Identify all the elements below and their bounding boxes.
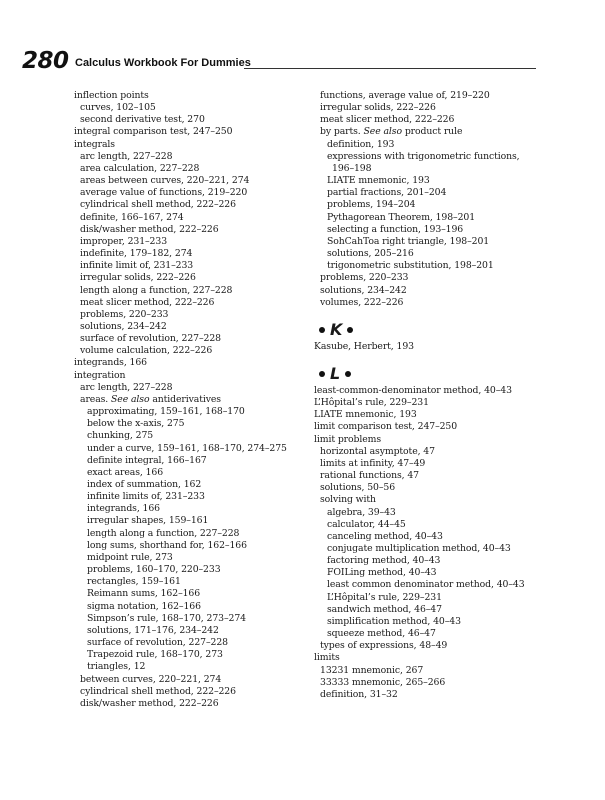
index-entry: sandwich method, 46–47 [327, 603, 442, 615]
index-entry: volume calculation, 222–226 [80, 345, 213, 357]
index-entry: indefinite, 179–182, 274 [80, 248, 193, 260]
index-entry: cylindrical shell method, 222–226 [80, 685, 236, 697]
index-entry: solutions, 205–216 [327, 248, 414, 260]
index-entry: factoring method, 40–43 [327, 555, 441, 567]
index-entry: approximating, 159–161, 168–170 [87, 406, 245, 418]
index-column-left [74, 90, 299, 710]
page-number: 280 [22, 48, 69, 74]
index-entry: definite, 166–167, 274 [80, 211, 184, 223]
index-entry: disk/washer method, 222–226 [80, 697, 219, 709]
index-column-right [314, 90, 539, 701]
index-entry: surface of revolution, 227–228 [80, 333, 221, 345]
page-header [22, 48, 536, 74]
index-entry: algebra, 39–43 [327, 506, 396, 518]
index-entry: Simpson’s rule, 168–170, 273–274 [87, 612, 246, 624]
index-entry: arc length, 227–228 [80, 150, 173, 162]
index-entry: cylindrical shell method, 222–226 [80, 199, 236, 211]
index-entry: rectangles, 159–161 [87, 576, 181, 588]
index-entry: disk/washer method, 222–226 [80, 223, 219, 235]
index-entry: exact areas, 166 [87, 466, 164, 478]
index-entry: integrands, 166 [74, 357, 148, 369]
index-entry: definite integral, 166–167 [87, 454, 207, 466]
index-entry: types of expressions, 48–49 [320, 640, 448, 652]
index-entry: below the x-axis, 275 [87, 418, 185, 430]
index-entry: areas between curves, 220–221, 274 [80, 175, 250, 187]
index-entry: Pythagorean Theorem, 198–201 [327, 211, 476, 223]
index-entry: functions, average value of, 219–220 [320, 90, 490, 101]
index-entry: limit problems [314, 433, 382, 445]
book-title: Calculus Workbook For Dummies [75, 57, 251, 69]
index-entry: infinite limit of, 231–233 [80, 260, 194, 272]
index-entry: irregular shapes, 159–161 [87, 515, 209, 527]
index-entry: problems, 220–233 [320, 272, 409, 284]
index-entry: Kasube, Herbert, 193 [314, 340, 414, 352]
index-entry: LIATE mnemonic, 193 [327, 175, 430, 187]
bullet-icon [319, 371, 325, 377]
bullet-icon [319, 327, 325, 333]
index-entry: between curves, 220–221, 274 [80, 673, 222, 685]
index-entry: SohCahToa right triangle, 198–201 [327, 235, 490, 247]
index-entry: squeeze method, 46–47 [327, 628, 436, 640]
index-entry: least-common-denominator method, 40–43 [314, 384, 512, 396]
index-entry: sigma notation, 162–166 [87, 600, 201, 612]
index-entry: long sums, shorthand for, 162–166 [87, 539, 247, 551]
index-entry: integrands, 166 [87, 503, 161, 515]
index-entry: chunking, 275 [87, 430, 154, 442]
index-entry: index of summation, 162 [87, 479, 202, 490]
index-entry: problems, 160–170, 220–233 [87, 564, 221, 576]
index-entry: area calculation, 227–228 [80, 162, 200, 174]
header-rule [244, 68, 536, 69]
index-entry: conjugate multiplication method, 40–43 [327, 543, 511, 554]
index-entry: simplification method, 40–43 [327, 615, 461, 627]
index-entry: surface of revolution, 227–228 [87, 637, 228, 649]
index-entry: areas. See also antiderivatives [80, 393, 221, 405]
index-entry: irregular solids, 222–226 [80, 272, 196, 284]
index-entry: arc length, 227–228 [80, 381, 173, 393]
index-entry: meat slicer method, 222–226 [80, 296, 215, 308]
bullet-icon [347, 327, 353, 333]
index-entry: problems, 194–204 [327, 199, 416, 211]
index-entry: limits at infinity, 47–49 [320, 457, 426, 469]
index-entry: solving with [320, 494, 376, 506]
index-entry: Reimann sums, 162–166 [87, 588, 201, 600]
index-entry: 33333 mnemonic, 265–266 [320, 676, 446, 688]
index-entry: second derivative test, 270 [80, 114, 205, 126]
index-entry: integrals [74, 138, 115, 150]
section-heading-l [314, 359, 539, 385]
index-entry: FOILing method, 40–43 [327, 567, 437, 579]
index-entry: least common denominator method, 40–43 [327, 579, 525, 591]
index-entry: meat slicer method, 222–226 [320, 114, 455, 126]
index-entry: solutions, 234–242 [320, 284, 407, 296]
index-entry: under a curve, 159–161, 168–170, 274–275 [87, 442, 287, 454]
index-entry: 13231 mnemonic, 267 [320, 664, 424, 676]
index-entry: problems, 220–233 [80, 308, 169, 320]
index-entry: definition, 193 [327, 138, 395, 150]
index-entry: 196–198 [332, 162, 372, 174]
index-entry: triangles, 12 [87, 661, 146, 673]
index-entry: solutions, 50–56 [320, 482, 396, 494]
index-entry: solutions, 234–242 [80, 320, 167, 332]
index-entry: canceling method, 40–43 [327, 530, 443, 542]
index-entry: definition, 31–32 [320, 688, 398, 700]
index-entry: Trapezoid rule, 168–170, 273 [87, 649, 223, 661]
section-letter: K [330, 319, 343, 339]
index-entry: calculator, 44–45 [327, 518, 406, 530]
index-entry: expressions with trigonometric functions, [327, 150, 520, 162]
index-entry: infinite limits of, 231–233 [87, 491, 205, 503]
index-entry: limits [314, 652, 340, 664]
index-entry: integral comparison test, 247–250 [74, 126, 233, 138]
section-heading-k [314, 315, 539, 341]
index-entry: average value of functions, 219–220 [80, 187, 248, 199]
index-entry: rational functions, 47 [320, 470, 419, 482]
index-entry: length along a function, 227–228 [87, 527, 240, 539]
index-entry: partial fractions, 201–204 [327, 187, 447, 199]
index-entry: curves, 102–105 [80, 102, 156, 114]
index-entry: LIATE mnemonic, 193 [314, 409, 417, 421]
index-entry: selecting a function, 193–196 [327, 223, 464, 235]
index-entry: inflection points [74, 90, 149, 101]
index-entry: improper, 231–233 [80, 235, 168, 247]
index-entry: volumes, 222–226 [320, 296, 404, 308]
index-entry: limit comparison test, 247–250 [314, 421, 458, 433]
section-letter: L [330, 363, 341, 383]
index-entry: by parts. See also product rule [320, 126, 463, 138]
bullet-icon [345, 371, 351, 377]
index-entry: solutions, 171–176, 234–242 [87, 624, 219, 636]
index-entry: L’Hôpital’s rule, 229–231 [314, 397, 429, 409]
index-entry: length along a function, 227–228 [80, 284, 233, 296]
index-entry: irregular solids, 222–226 [320, 102, 436, 114]
index-entry: midpoint rule, 273 [87, 551, 173, 563]
index-entry: L’Hôpital’s rule, 229–231 [327, 591, 442, 603]
index-entry: horizontal asymptote, 47 [320, 445, 435, 457]
index-entry: integration [74, 369, 126, 381]
index-entry: trigonometric substitution, 198–201 [327, 260, 494, 272]
